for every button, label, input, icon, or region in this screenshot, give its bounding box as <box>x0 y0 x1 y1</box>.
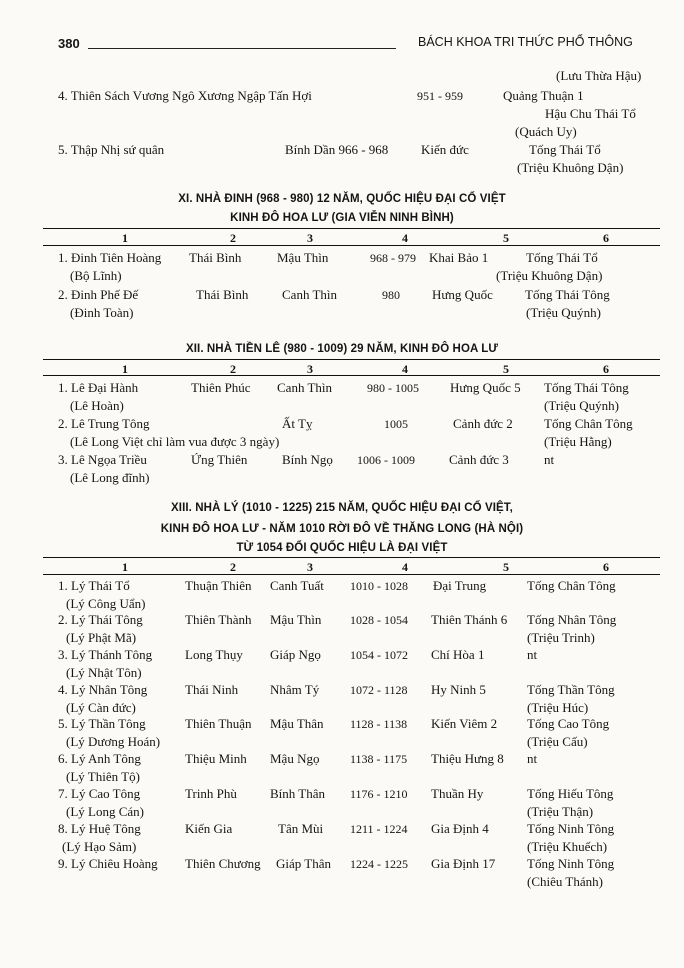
section-xi-subtitle: KINH ĐÔ HOA LƯ (GIA VIỄN NINH BÌNH) <box>230 212 454 224</box>
table-row-era2: Hưng Quốc <box>432 287 493 302</box>
table-row-era2: Cảnh đức 3 <box>449 452 509 467</box>
table-row-king: 1. Lê Đại Hành <box>58 380 139 395</box>
table-row-cyclic: Giáp Thân <box>276 856 331 871</box>
section-xiii-title: XIII. NHÀ LÝ (1010 - 1225) 215 NĂM, QUỐC HIỆU ĐẠI CỔ VIỆT, <box>171 502 513 514</box>
table-row-years: 1176 - 1210 <box>350 787 408 801</box>
col-header: 2 <box>230 560 236 574</box>
table-row-king: 3. Lý Thánh Tông <box>58 647 153 662</box>
col-header: 4 <box>402 231 408 245</box>
table-row-personal: (Lê Long đĩnh) <box>70 470 150 485</box>
table-row-king: 1. Lý Thái Tổ <box>58 578 130 593</box>
col-header: 2 <box>230 362 236 376</box>
table-row-china: nt <box>527 647 538 662</box>
table-row-cyclic: Nhâm Tý <box>270 682 320 697</box>
table-row-china: Tống Thái Tông <box>544 380 629 395</box>
table-row-personal: (Đinh Toàn) <box>70 305 134 320</box>
row5-era: Kiến đức <box>421 142 469 157</box>
table-row-china-personal: (Triệu Húc) <box>527 700 589 715</box>
row4-era: Quảng Thuận 1 <box>503 88 584 103</box>
table-row-king: 8. Lý Huệ Tông <box>58 821 141 836</box>
table-row-king: 6. Lý Anh Tông <box>58 751 141 766</box>
book-title: BÁCH KHOA TRI THỨC PHỔ THÔNG <box>418 35 633 49</box>
table-row-era: Trinh Phù <box>185 786 237 801</box>
table-row-china-personal: (Triệu Thận) <box>527 804 594 819</box>
col-header: 5 <box>503 231 509 245</box>
table-row-personal: (Lý Nhật Tôn) <box>66 665 142 680</box>
table-row-years: 980 <box>382 288 400 302</box>
table-row-era: Thiên Phúc <box>191 380 251 395</box>
table-row-cyclic: Mậu Thìn <box>277 250 329 265</box>
col-header: 5 <box>503 560 509 574</box>
table-row-cyclic: Giáp Ngọ <box>270 647 321 662</box>
table-row-china: Tống Chân Tông <box>527 578 616 593</box>
table-row-era2: Thiệu Hưng 8 <box>431 751 504 766</box>
table-row-years: 1006 - 1009 <box>357 453 415 467</box>
table-row-china-personal: (Triệu Quýnh) <box>544 398 619 413</box>
section-xiii-rule-top <box>43 557 660 558</box>
table-row-cyclic: Canh Thìn <box>282 287 338 302</box>
row4-years: 951 - 959 <box>417 89 463 103</box>
table-row-cyclic: Mậu Thìn <box>270 612 322 627</box>
col-header: 3 <box>307 560 313 574</box>
table-row-king: 4. Lý Nhân Tông <box>58 682 148 697</box>
table-row-era2: Khai Bảo 1 <box>429 250 489 265</box>
section-xi-rule-top <box>43 228 660 229</box>
table-row-years: 1211 - 1224 <box>350 822 408 836</box>
table-row-years: 968 - 979 <box>370 251 416 265</box>
table-row-personal: (Lý Dương Hoán) <box>66 734 161 749</box>
table-row-years: 1128 - 1138 <box>350 717 408 731</box>
table-row-china-personal: (Triệu Hằng) <box>544 434 612 449</box>
table-row-years: 1005 <box>384 417 408 431</box>
col-header: 6 <box>603 231 609 245</box>
row5-years: Bính Dần 966 - 968 <box>285 142 389 157</box>
table-row-king: 3. Lê Ngọa Triều <box>58 452 147 467</box>
continuation-note: (Lưu Thừa Hậu) <box>556 68 642 83</box>
section-xii-rule-bottom <box>43 375 660 376</box>
table-row-era: Thiên Thuận <box>185 716 252 731</box>
table-row-era: Thái Bình <box>189 250 242 265</box>
table-row-china: Tống Nhân Tông <box>527 612 617 627</box>
table-row-era: Thiệu Minh <box>185 751 247 766</box>
table-row-china: Tống Ninh Tông <box>527 856 615 871</box>
table-row-china: Tống Hiếu Tông <box>527 786 614 801</box>
table-row-personal: (Lý Công Uẩn) <box>66 596 146 611</box>
table-row-personal: (Lý Hạo Sảm) <box>62 839 137 854</box>
table-row-era2: Hưng Quốc 5 <box>450 380 521 395</box>
col-header: 3 <box>307 231 313 245</box>
section-xi-title: XI. NHÀ ĐINH (968 - 980) 12 NĂM, QUỐC HIỆU ĐẠI CỔ VIỆT <box>178 193 506 205</box>
table-row-era2: Thuần Hy <box>431 786 484 801</box>
table-row-era: Kiến Gia <box>185 821 233 836</box>
table-row-years: 1224 - 1225 <box>350 857 408 871</box>
section-xii-title: XII. NHÀ TIỀN LÊ (980 - 1009) 29 NĂM, KINH ĐÔ HOA LƯ <box>185 343 499 355</box>
row5-temple: Tống Thái Tổ <box>529 142 601 157</box>
row5-name: 5. Thập Nhị sứ quân <box>58 142 165 157</box>
table-row-era: Thiên Thành <box>185 612 252 627</box>
col-header: 2 <box>230 231 236 245</box>
table-row-era2: Gia Định 17 <box>431 856 496 871</box>
table-row-china: Tống Chân Tông <box>544 416 633 431</box>
table-row-years: 1072 - 1128 <box>350 683 408 697</box>
table-row-years: 1010 - 1028 <box>350 579 408 593</box>
table-row-cyclic: Mậu Ngọ <box>270 751 320 766</box>
table-row-cyclic: Mậu Thân <box>270 716 324 731</box>
col-header: 3 <box>307 362 313 376</box>
col-header: 1 <box>122 362 128 376</box>
table-row-era: Thiên Chương <box>185 856 261 871</box>
table-row-china-personal: (Triệu Khuếch) <box>527 839 608 854</box>
col-header: 5 <box>503 362 509 376</box>
table-row-years: 1054 - 1072 <box>350 648 408 662</box>
table-row-king: 2. Lê Trung Tông <box>58 416 150 431</box>
table-row-china-personal: (Triệu Khuông Dận) <box>496 268 603 283</box>
table-row-china: Tống Ninh Tông <box>527 821 615 836</box>
table-row-king: 5. Lý Thần Tông <box>58 716 146 731</box>
col-header: 1 <box>122 560 128 574</box>
header-rule <box>88 48 396 49</box>
table-row-years: 1028 - 1054 <box>350 613 408 627</box>
section-xiii-rule-bottom <box>43 574 660 575</box>
table-row-king: 2. Đinh Phế Đế <box>58 287 139 302</box>
table-row-king: 2. Lý Thái Tông <box>58 612 143 627</box>
table-row-era: Thái Bình <box>196 287 249 302</box>
table-row-era2: Hy Ninh 5 <box>431 682 486 697</box>
table-row-era2: Gia Định 4 <box>431 821 489 836</box>
table-row-china: nt <box>527 751 538 766</box>
table-row-king: 1. Đinh Tiên Hoàng <box>58 250 162 265</box>
table-row-cyclic: Tân Mùi <box>278 821 324 836</box>
table-row-era: Ứng Thiên <box>191 452 248 467</box>
col-header: 1 <box>122 231 128 245</box>
section-xiii-subtitle: KINH ĐÔ HOA LƯ - NĂM 1010 RỜI ĐÔ VỀ THĂNG LONG (HÀ NỘI) <box>160 523 524 535</box>
table-row-era: Thái Ninh <box>185 682 239 697</box>
table-row-china: Tống Thái Tông <box>525 287 610 302</box>
table-row-personal: (Lê Long Việt chỉ làm vua được 3 ngày) <box>70 434 280 449</box>
table-row-era: Thuận Thiên <box>185 578 252 593</box>
table-row-cyclic: Canh Tuất <box>270 578 324 593</box>
table-row-personal: (Lý Long Cán) <box>66 804 144 819</box>
table-row-personal: (Lý Càn đức) <box>66 700 136 715</box>
table-row-china: Tống Thái Tổ <box>526 250 598 265</box>
table-row-years: 1138 - 1175 <box>350 752 408 766</box>
table-row-china-personal: (Chiêu Thánh) <box>527 874 603 889</box>
table-row-years: 980 - 1005 <box>367 381 419 395</box>
col-header: 6 <box>603 560 609 574</box>
page-number: 380 <box>58 36 80 51</box>
table-row-era2: Cảnh đức 2 <box>453 416 513 431</box>
row4-temple-personal: (Quách Uy) <box>515 124 577 139</box>
table-row-era2: Thiên Thánh 6 <box>431 612 508 627</box>
row4-temple: Hậu Chu Thái Tổ <box>545 106 636 121</box>
row5-temple-personal: (Triệu Khuông Dận) <box>517 160 624 175</box>
table-row-era2: Chí Hòa 1 <box>431 647 485 662</box>
table-row-era2: Kiến Viêm 2 <box>431 716 498 731</box>
table-row-era: Long Thụy <box>185 647 243 662</box>
table-row-personal: (Lý Thiên Tộ) <box>66 769 140 784</box>
table-row-cyclic: Canh Thìn <box>277 380 333 395</box>
col-header: 4 <box>402 560 408 574</box>
section-xiii-subtitle-2: TỪ 1054 ĐỔI QUỐC HIỆU LÀ ĐẠI VIỆT <box>236 542 448 554</box>
table-row-era2: Đại Trung <box>433 578 487 593</box>
table-row-china-personal: (Triệu Trinh) <box>527 630 595 645</box>
table-row-china: Tống Cao Tông <box>527 716 610 731</box>
section-xi-rule-bottom <box>43 245 660 246</box>
table-row-personal: (Lê Hoàn) <box>70 398 124 413</box>
table-row-personal: (Lý Phật Mã) <box>66 630 137 645</box>
table-row-china-personal: (Triệu Quýnh) <box>526 305 601 320</box>
col-header: 6 <box>603 362 609 376</box>
table-row-china: Tống Thần Tông <box>527 682 615 697</box>
table-row-china: nt <box>544 452 555 467</box>
table-row-cyclic: Bính Thân <box>270 786 326 801</box>
col-header: 4 <box>402 362 408 376</box>
section-xii-rule-top <box>43 359 660 360</box>
table-row-king: 7. Lý Cao Tông <box>58 786 141 801</box>
table-row-cyclic: Bính Ngọ <box>282 452 333 467</box>
table-row-china-personal: (Triệu Cấu) <box>527 734 588 749</box>
row4-name: 4. Thiên Sách Vương Ngô Xương Ngập Tấn Hợi <box>58 88 312 103</box>
table-row-personal: (Bộ Lĩnh) <box>70 268 122 283</box>
table-row-cyclic: Ất Tỵ <box>282 416 313 431</box>
table-row-king: 9. Lý Chiêu Hoàng <box>58 856 158 871</box>
